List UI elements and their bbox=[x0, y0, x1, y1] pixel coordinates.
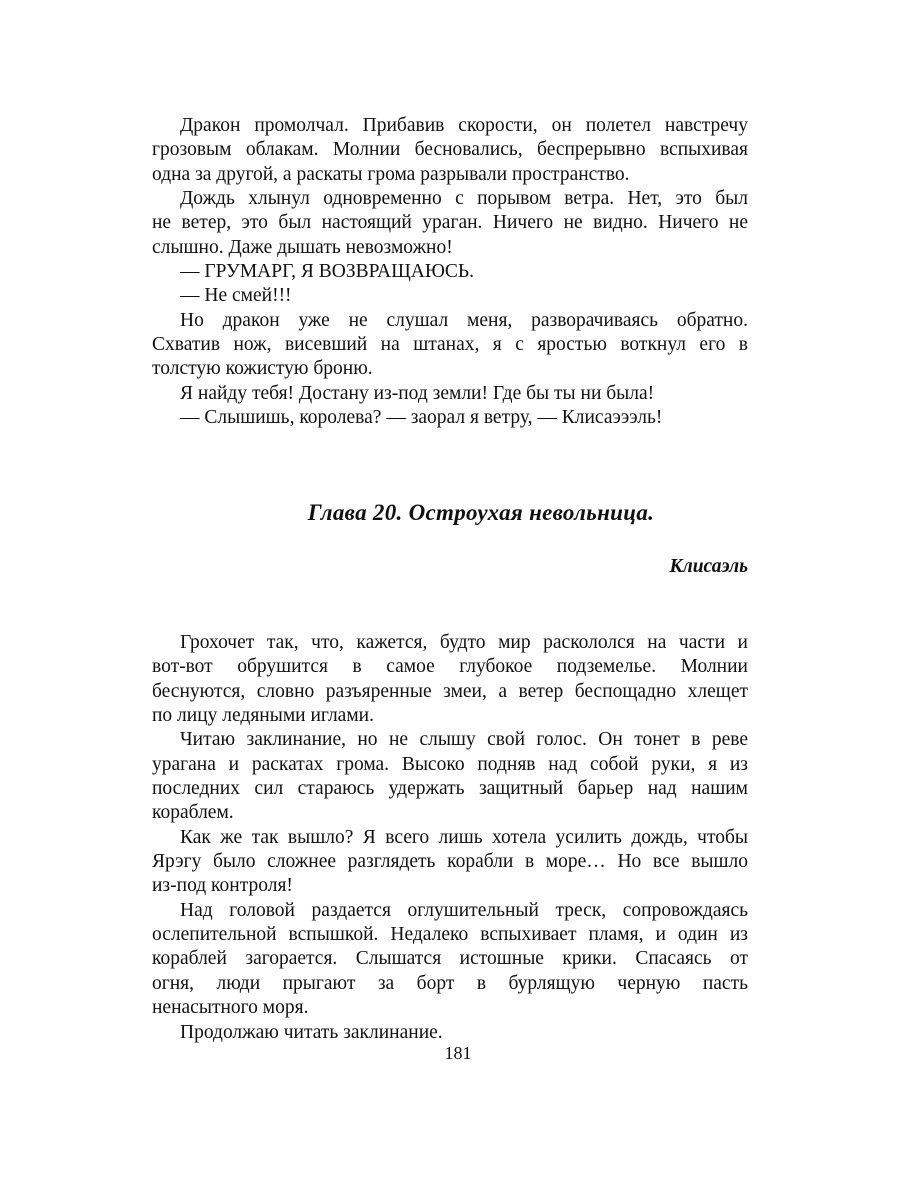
text-line: ослепительной вспышкой. Недалеко вспыхивает пламя, и один из bbox=[152, 924, 748, 946]
text-line: слышно. Даже дышать невозможно! bbox=[152, 236, 453, 258]
text-line: Ярэгу было сложнее разглядеть корабли в море… Но все вышло bbox=[152, 851, 748, 873]
page-number: 181 bbox=[444, 1043, 472, 1063]
text-line: — Слышишь, королева? — заорал я ветру, — Клисаэээль! bbox=[180, 407, 663, 429]
text-line: по лицу ледяными иглами. bbox=[152, 705, 374, 727]
text-line: толстую кожистую броню. bbox=[152, 358, 373, 380]
text-line: одна за другой, а раскаты грома разрывали пространство. bbox=[152, 163, 630, 185]
text-line: кораблей загорается. Слышатся истошные крики. Спасаясь от bbox=[152, 948, 748, 970]
text-line: последних сил стараюсь удержать защитный барьер над нашим bbox=[152, 778, 748, 800]
text-line: урагана и раскатах грома. Высоко подняв над собой руки, я из bbox=[152, 753, 748, 775]
chapter-title: Глава 20. Остроухая невольница. bbox=[307, 500, 655, 525]
text-line: Продолжаю читать заклинание. bbox=[180, 1021, 443, 1043]
text-line: грозовым облакам. Молнии бесновались, беспрерывно вспыхивая bbox=[152, 139, 748, 161]
text-line: вот-вот обрушится в самое глубокое подземелье. Молнии bbox=[152, 656, 748, 678]
text-line: — ГРУМАРГ, Я ВОЗВРАЩАЮСЬ. bbox=[180, 261, 474, 283]
text-block-dragon-scene bbox=[152, 114, 748, 430]
text-line: Над головой раздается оглушительный треск, сопровождаясь bbox=[180, 899, 748, 921]
text-line: кораблем. bbox=[152, 802, 234, 824]
text-line: Читаю заклинание, но не слышу свой голос. Он тонет в реве bbox=[180, 729, 748, 751]
text-line: не ветер, это был настоящий ураган. Ничего не видно. Ничего не bbox=[152, 212, 748, 234]
text-line: Схватив нож, висевший на штанах, я с яростью воткнул его в bbox=[152, 334, 748, 356]
text-line: — Не смей!!! bbox=[180, 285, 292, 307]
text-line: беснуются, словно разъяренные змеи, а ветер беспощадно хлещет bbox=[152, 680, 748, 702]
text-line: Как же так вышло? Я всего лишь хотела усилить дождь, чтобы bbox=[180, 826, 748, 848]
text-line: Я найду тебя! Достану из-под земли! Где бы ты ни была! bbox=[180, 382, 655, 404]
text-block-storm-scene bbox=[152, 631, 748, 1045]
text-line: Но дракон уже не слушал меня, разворачиваясь обратно. bbox=[180, 309, 748, 331]
text-line: Грохочет так, что, кажется, будто мир раскололся на части и bbox=[180, 632, 748, 653]
text-line: ненасытного моря. bbox=[152, 997, 309, 1019]
pov-character-name: Клисаэль bbox=[669, 556, 748, 577]
text-line: Дракон промолчал. Прибавив скорости, он полетел навстречу bbox=[180, 115, 748, 136]
text-line: огня, люди прыгают за борт в бурлящую черную пасть bbox=[152, 972, 748, 994]
text-line: Дождь хлынул одновременно с порывом ветра. Нет, это был bbox=[180, 188, 748, 210]
text-line: из-под контроля! bbox=[152, 875, 293, 897]
